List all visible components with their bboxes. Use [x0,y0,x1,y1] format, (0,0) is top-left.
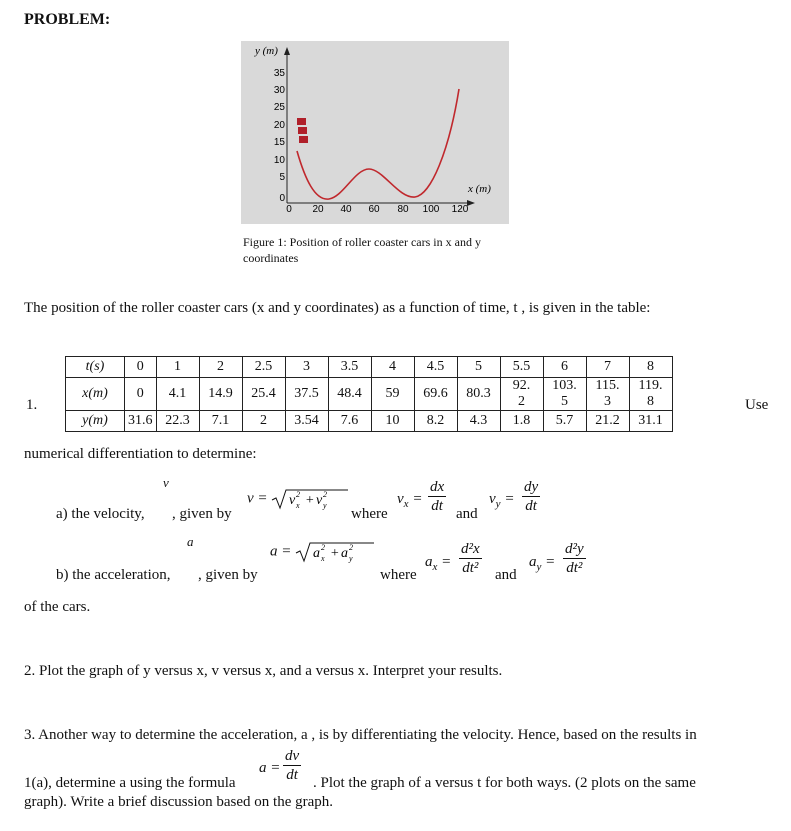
table-cell: 92. 2 [500,378,543,411]
table-cell: 80.3 [457,378,500,411]
svg-text:2: 2 [296,490,301,499]
position-table [65,356,673,432]
table-cell: 69.6 [414,378,457,411]
table-cell: 1 [156,357,199,378]
y-tick: 25 [273,102,285,113]
table-row-t [66,357,673,378]
table-cell: 3.54 [285,411,328,432]
table-cell: 1.8 [500,411,543,432]
svg-text:+: + [305,493,315,508]
coaster-car [298,127,307,134]
svg-text:2: 2 [323,490,328,499]
y-tick: 0 [279,193,285,204]
x-tick: 100 [422,204,440,215]
row-header: x(m) [66,378,125,411]
svg-text:2: 2 [349,543,354,552]
part-b-and: and [495,567,517,583]
part-a-where: where [351,506,388,522]
table-cell: 14.9 [199,378,242,411]
table-cell: 10 [371,411,414,432]
numerical-diff-text: numerical differentiation to determine: [24,446,257,462]
table-cell: 7 [586,357,629,378]
table-cell: 7.6 [328,411,371,432]
x-axis-label: x (m) [468,183,491,195]
v-formula [247,488,349,510]
table-cell: 119. 8 [629,378,672,411]
coaster-cars [297,118,308,143]
d2x-dt2-fraction: $\frac{\text{d²x}}{\text{dt²}}$ [461,541,480,576]
y-tick: 30 [273,85,285,96]
sqrt-sign [295,541,375,563]
table-cell: 115. 3 [586,378,629,411]
x-tick: 40 [340,204,352,215]
table-cell: 2.5 [242,357,285,378]
svg-text:v: v [316,493,323,508]
svg-text:a: a [341,546,349,561]
d2y-dt2-fraction: $\frac{\text{d²y}}{\text{dt²}}$ [565,541,584,576]
x-tick: 20 [312,204,324,215]
table-cell: 59 [371,378,414,411]
problem-heading: PROBLEM: [24,11,111,28]
item-3-line-3: graph). Write a brief discussion based on the graph. [24,794,334,810]
y-tick: 20 [273,120,285,131]
figure-caption: Figure 1: Position of roller coaster cars in x and y coordinates [243,235,481,265]
table-cell: 31.1 [629,411,672,432]
item-2-text: 2. Plot the graph of y versus x, v versus x, and a versus x. Interpret your results. [24,663,503,679]
acceleration-symbol: a [187,534,194,549]
table-cell: 0 [125,378,157,411]
part-a-label: a) the velocity, [56,506,145,522]
item-3-line-2-post: . Plot the graph of a versus t for both ways. (2 plots on the same [313,775,696,791]
dx-dt-fraction: $\frac{dx}{dt}$ [430,479,445,514]
ax-lhs: $a_x$ = [425,554,452,573]
svg-text:x: x [321,554,325,563]
table-cell: 6 [543,357,586,378]
ay-lhs: $a_y$ = [529,554,556,573]
table-cell: 3 [285,357,328,378]
table-cell: 4.3 [457,411,500,432]
part-a-given-by: , given by [172,506,232,522]
coaster-car [297,118,306,125]
item-1-number: 1. [26,397,38,413]
table-row-y [66,411,673,432]
part-b-where: where [380,567,417,583]
x-tick: 0 [286,204,292,215]
table-cell: 37.5 [285,378,328,411]
use-text: Use [745,397,769,413]
table-cell: 2 [199,357,242,378]
figure-roller-coaster [241,41,509,224]
vx-lhs: $v_x$ = [397,491,423,510]
x-tick: 120 [451,204,469,215]
table-cell: 4.5 [414,357,457,378]
table-cell: 25.4 [242,378,285,411]
svg-text:a: a [313,546,321,561]
svg-text:x: x [296,501,300,510]
coaster-car [299,136,308,143]
a-formula-lhs: a = [270,543,292,560]
v-formula-lhs: v = [247,490,268,507]
y-tick: 5 [279,172,285,183]
table-cell: 22.3 [156,411,199,432]
table-cell: 5 [457,357,500,378]
part-b-given-by: , given by [198,567,258,583]
item-3-line-2-pre: 1(a), determine a using the formula [24,775,236,791]
table-cell: 7.1 [199,411,242,432]
a-dv-lhs: a = [259,760,281,776]
sqrt-sign [271,488,349,510]
row-header: y(m) [66,411,125,432]
svg-text:+: + [330,546,340,561]
coaster-track [297,89,459,199]
a-formula [270,541,375,563]
svg-text:2: 2 [321,543,326,552]
row-header: t(s) [66,357,125,378]
table-cell: 5.5 [500,357,543,378]
y-tick: 35 [273,68,285,79]
table-cell: 3.5 [328,357,371,378]
part-b-label: b) the acceleration, [56,567,171,583]
y-axis-label: y (m) [255,45,278,57]
table-cell: 2 [242,411,285,432]
svg-text:y: y [349,554,353,563]
table-cell: 8.2 [414,411,457,432]
svg-text:v: v [289,493,296,508]
table-cell: 31.6 [125,411,157,432]
table-cell: 5.7 [543,411,586,432]
vy-lhs: $v_y$ = [489,491,515,510]
dv-dt-fraction: $\frac{dv}{dt}$ [285,748,300,783]
y-tick: 15 [273,137,285,148]
x-tick: 60 [368,204,380,215]
table-cell: 21.2 [586,411,629,432]
table-cell: 0 [125,357,157,378]
velocity-symbol: v [163,475,169,490]
table-row-x [66,378,673,411]
table-cell: 48.4 [328,378,371,411]
figure-plot [241,41,509,224]
table-cell: 8 [629,357,672,378]
y-axis-arrow [284,47,290,55]
dy-dt-fraction: $\frac{dy}{dt}$ [524,479,539,514]
x-tick: 80 [397,204,409,215]
table-cell: 4 [371,357,414,378]
of-the-cars: of the cars. [24,599,91,615]
y-tick: 10 [273,155,285,166]
svg-text:y: y [323,501,327,510]
table-cell: 103. 5 [543,378,586,411]
table-cell: 4.1 [156,378,199,411]
item-3-line-1: 3. Another way to determine the acceleration, a , is by differentiating the velocity. Hence, based on the results in [24,727,697,743]
intro-text: The position of the roller coaster cars (x and y coordinates) as a function of time, t , is given in the table: [24,300,651,316]
part-a-and: and [456,506,478,522]
